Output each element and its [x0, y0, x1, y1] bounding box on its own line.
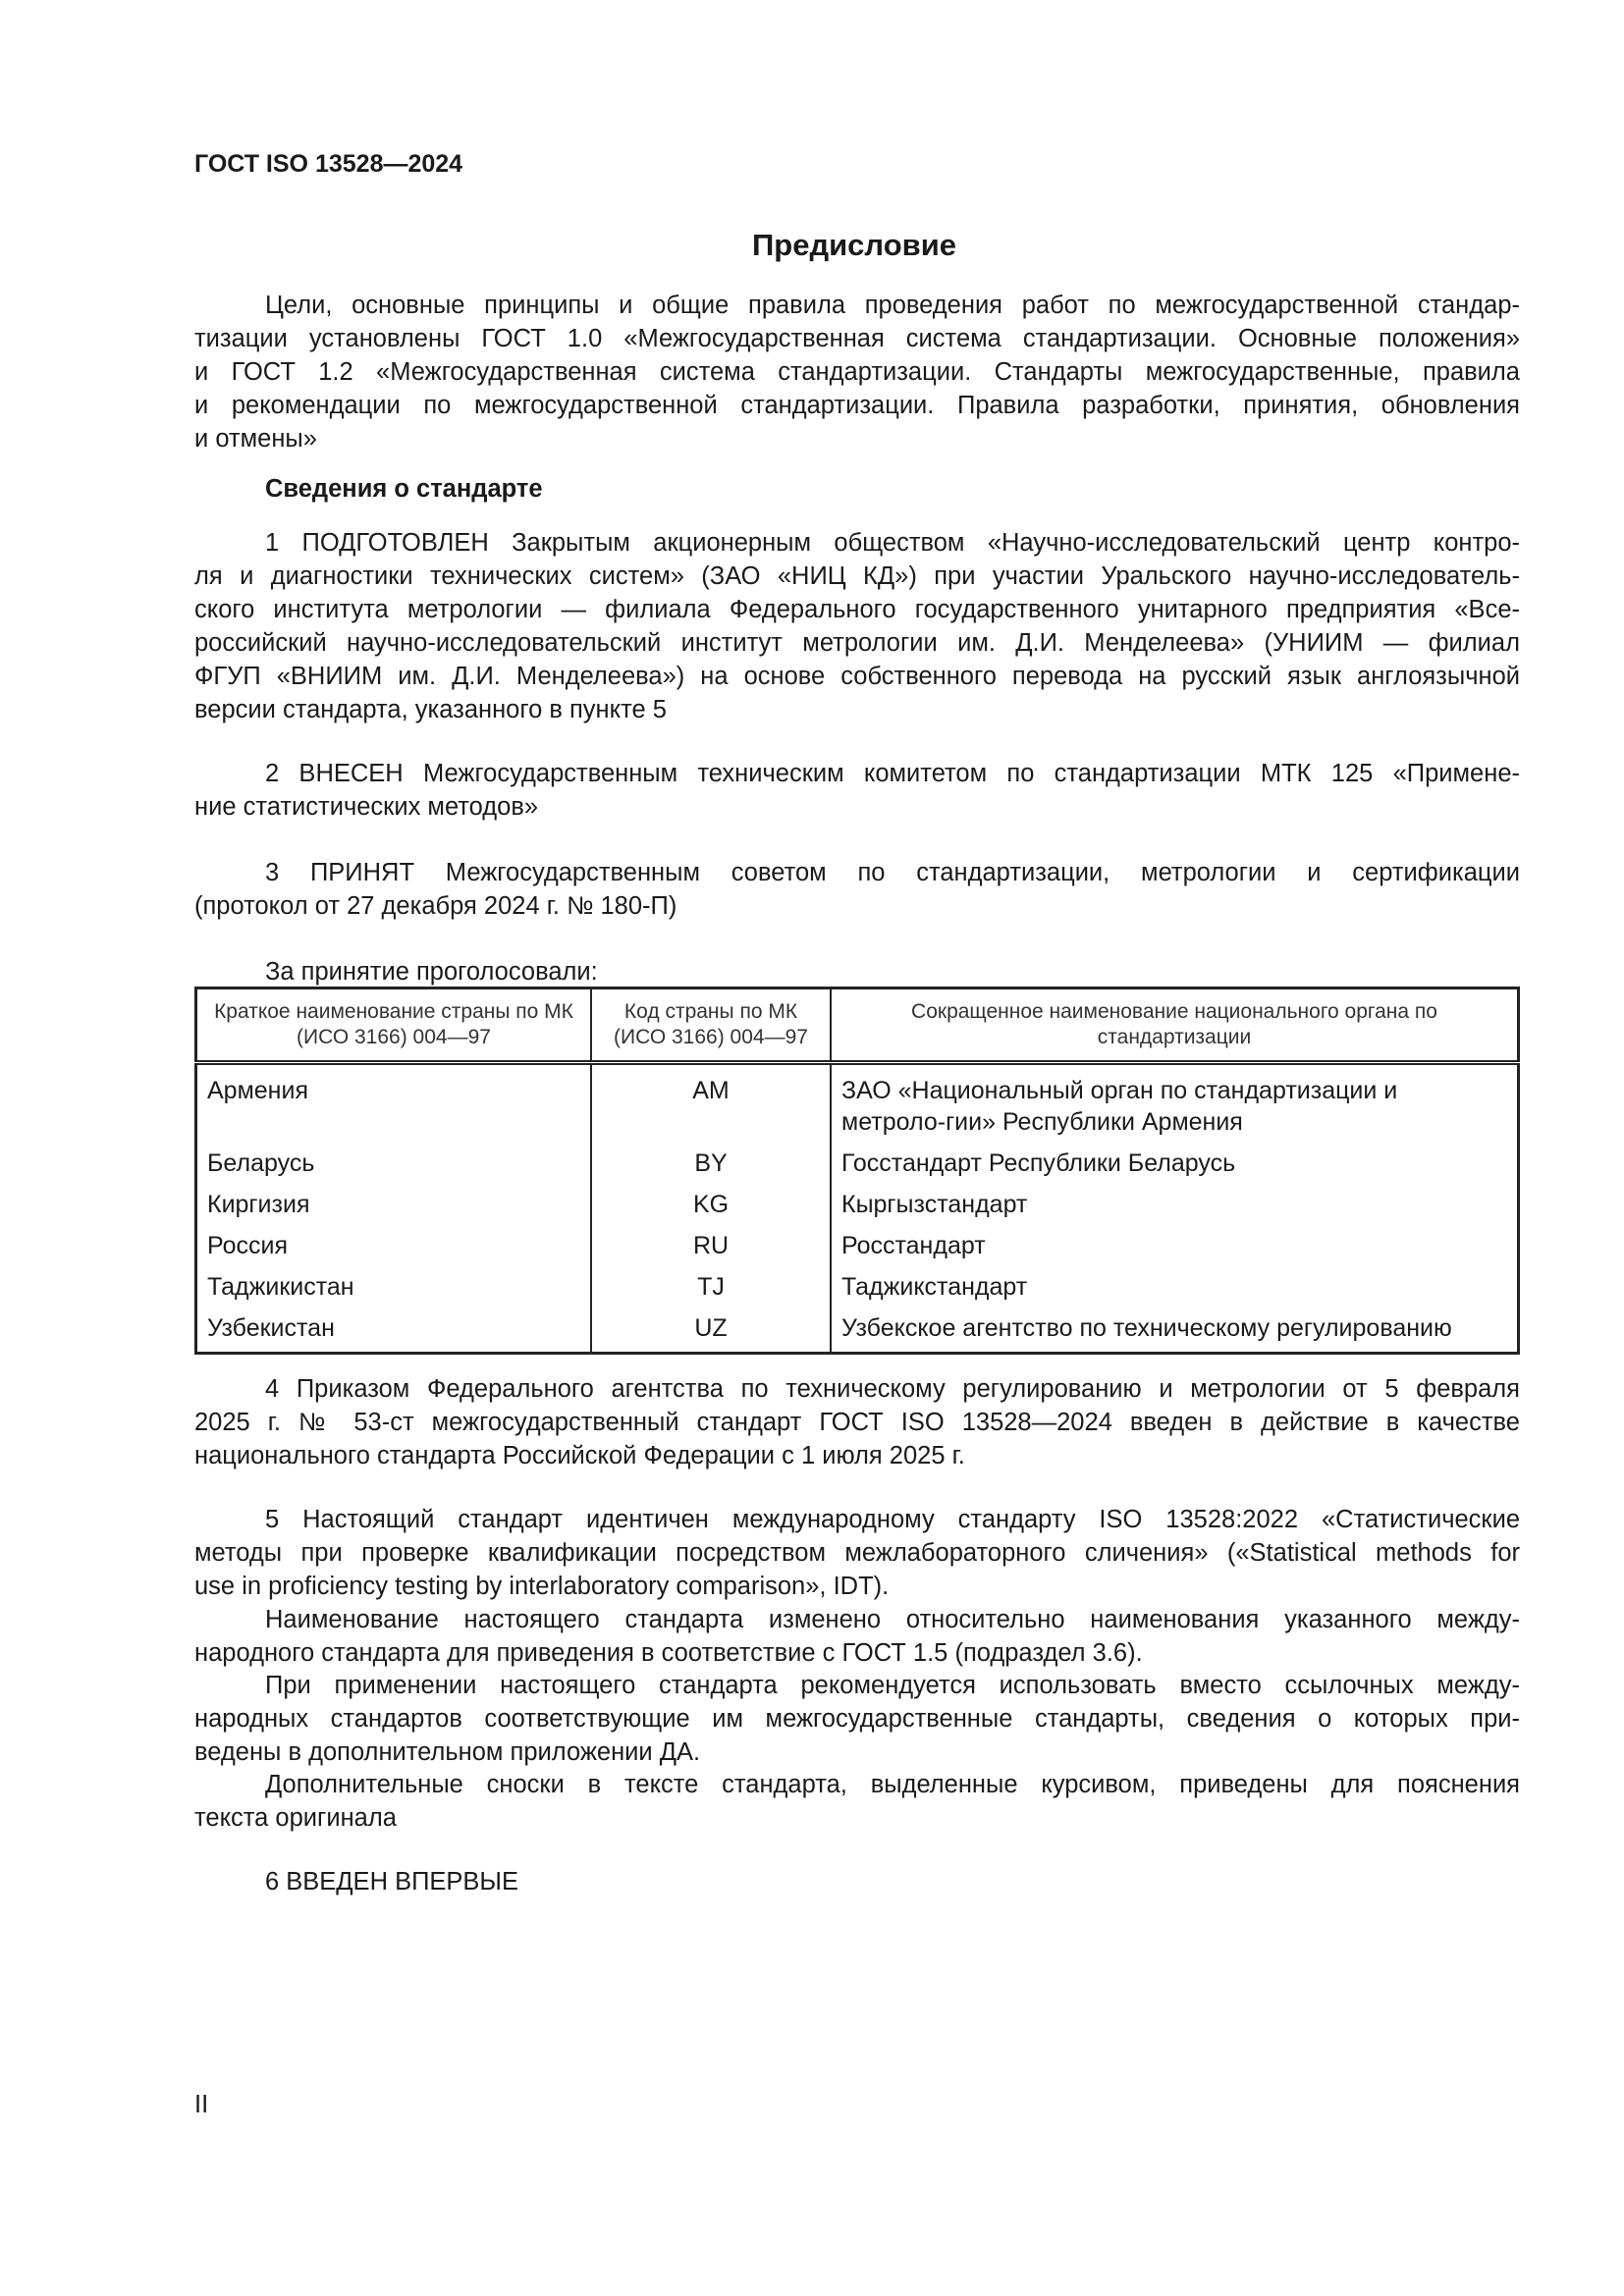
standards-body-cell: ЗАО «Национальный орган по стандартизации и метроло-гии» Республики Армения: [831, 1063, 1519, 1144]
vote-label: За принятие проголосовали:: [265, 958, 598, 986]
page-title: Предисловие: [751, 228, 956, 262]
paragraph-line: Дополнительные сноски в тексте стандарта, выделенные курсивом, приведены для пояснения: [265, 1771, 1520, 1798]
country-code-cell: UZ: [591, 1308, 831, 1354]
country-name-cell: Россия: [196, 1225, 592, 1266]
country-name-cell: Армения: [196, 1063, 592, 1144]
paragraph-6: 6 ВВЕДЕН ВПЕРВЫЕ: [265, 1868, 519, 1896]
table-row: [196, 1308, 1519, 1354]
column-header: Код страны по МК (ИСО 3166) 004—97: [591, 988, 831, 1063]
paragraph-line: версии стандарта, указанного в пункте 5: [194, 696, 667, 723]
paragraph-line: ля и диагностики технических систем» (ЗАО «НИЦ КД») при участии Уральского научно-исследователь-: [194, 562, 1520, 590]
standards-body-cell: Узбекское агентство по техническому регулированию: [831, 1308, 1519, 1354]
paragraph-line: Цели, основные принципы и общие правила проведения работ по межгосударственной стандар-: [265, 292, 1520, 319]
paragraph-line: ведены в дополнительном приложении ДА.: [194, 1738, 701, 1766]
paragraph-line: 2025 г. № 53-ст межгосударственный стандарт ГОСТ ISO 13528—2024 введен в действие в качестве: [194, 1409, 1520, 1436]
standards-body-cell: Госстандарт Республики Беларусь: [831, 1143, 1519, 1184]
paragraph-line: (протокол от 27 декабря 2024 г. № 180-П): [194, 892, 677, 920]
paragraph-line: тизации установлены ГОСТ 1.0 «Межгосударственная система стандартизации. Основные положения»: [194, 325, 1520, 352]
paragraph-line: ФГУП «ВНИИМ им. Д.И. Менделеева») на основе собственного перевода на русский язык англоязычной: [194, 663, 1520, 690]
paragraph-line: ского института метрологии — филиала Федерального государственного унитарного предприятия «Все-: [194, 596, 1520, 623]
paragraph-line: текста оригинала: [194, 1804, 397, 1832]
table-row: [196, 1184, 1519, 1225]
country-name-cell: Беларусь: [196, 1143, 592, 1184]
paragraph-line: 2 ВНЕСЕН Межгосударственным техническим комитетом по стандартизации МТК 125 «Примене-: [265, 760, 1520, 787]
country-code-cell: RU: [591, 1225, 831, 1266]
standards-body-cell: Таджикстандарт: [831, 1266, 1519, 1308]
paragraph-line: и рекомендации по межгосударственной стандартизации. Правила разработки, принятия, обновления: [194, 392, 1520, 419]
paragraph-line: use in proficiency testing by interlaboratory comparison», IDT).: [194, 1573, 890, 1600]
country-code-cell: KG: [591, 1184, 831, 1225]
standards-body-cell: Росстандарт: [831, 1225, 1519, 1266]
paragraph-line: Наименование настоящего стандарта изменено относительно наименования указанного между-: [265, 1606, 1520, 1633]
table-row: [196, 1225, 1519, 1266]
section-heading: Сведения о стандарте: [265, 475, 543, 503]
country-code-cell: TJ: [591, 1266, 831, 1308]
paragraph-line: 1 ПОДГОТОВЛЕН Закрытым акционерным обществом «Научно-исследовательский центр контро-: [265, 529, 1520, 557]
column-header: Сокращенное наименование национального органа по стандартизации: [831, 988, 1519, 1063]
paragraph-line: 3 ПРИНЯТ Межгосударственным советом по стандартизации, метрологии и сертификации: [265, 859, 1520, 886]
paragraph-line: российский научно-исследовательский институт метрологии им. Д.И. Менделеева» (УНИИМ — филиал: [194, 629, 1520, 657]
country-code-cell: BY: [591, 1143, 831, 1184]
paragraph-line: народных стандартов соответствующие им межгосударственные стандарты, сведения о которых при-: [194, 1705, 1520, 1733]
standards-body-cell: Кыргызстандарт: [831, 1184, 1519, 1225]
paragraph-line: ние статистических методов»: [194, 793, 539, 821]
country-name-cell: Узбекистан: [196, 1308, 592, 1354]
page-number: II: [194, 2091, 209, 2118]
paragraph-line: и отмены»: [194, 425, 317, 453]
paragraph-line: методы при проверке квалификации посредством межлабораторного сличения» («Statistical methods for: [194, 1539, 1520, 1567]
table-row: [196, 1143, 1519, 1184]
paragraph-line: и ГОСТ 1.2 «Межгосударственная система стандартизации. Стандарты межгосударственные, правила: [194, 358, 1520, 386]
table-row: [196, 1063, 1519, 1144]
country-name-cell: Киргизия: [196, 1184, 592, 1225]
paragraph-line: национального стандарта Российской Федерации с 1 июля 2025 г.: [194, 1442, 965, 1469]
paragraph-line: При применении настоящего стандарта рекомендуется использовать вместо ссылочных между-: [265, 1672, 1520, 1699]
paragraph-line: 4 Приказом Федерального агентства по техническому регулированию и метрологии от 5 февраля: [265, 1375, 1520, 1403]
document-header: ГОСТ ISO 13528—2024: [194, 150, 463, 178]
paragraph-line: народного стандарта для приведения в соответствие с ГОСТ 1.5 (подраздел 3.6).: [194, 1639, 1143, 1667]
voting-table: [194, 987, 1520, 1355]
table-row: [196, 1266, 1519, 1308]
column-header: Краткое наименование страны по МК (ИСО 3166) 004—97: [196, 988, 592, 1063]
country-code-cell: AM: [591, 1063, 831, 1144]
country-name-cell: Таджикистан: [196, 1266, 592, 1308]
paragraph-line: 5 Настоящий стандарт идентичен международному стандарту ISO 13528:2022 «Статистические: [265, 1506, 1520, 1533]
